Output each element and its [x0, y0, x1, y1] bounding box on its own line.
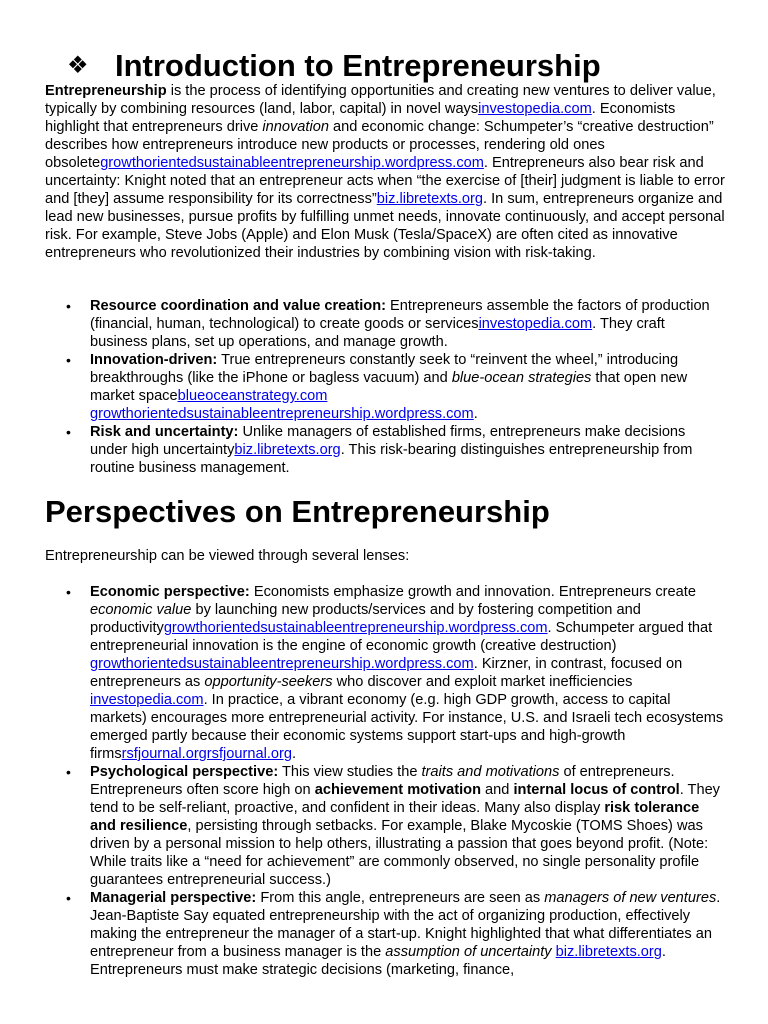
- bold-text: Risk and uncertainty:: [90, 424, 239, 440]
- text-run: , persisting through setbacks. For example, Blake Mycoskie (TOMS Shoes) was driven by a personal mission to help others, illustrating a passion that goes beyond profit. (Note: While traits like a “need for achievement” are commonly observed, no single personality profile guarantees entrepreneurial success.): [90, 818, 709, 888]
- text-run: . They tend to be self-reliant, proactive, and confident in their ideas. Many also display: [90, 782, 720, 816]
- italic-text: opportunity-seekers: [204, 674, 333, 690]
- text-run: .: [473, 406, 478, 422]
- source-link[interactable]: biz.libretexts.org: [555, 944, 662, 960]
- text-run: . They craft business plans, set up operations, and manage growth.: [90, 316, 665, 350]
- intro-bullet-list: [45, 297, 725, 477]
- bold-text: achievement motivation: [314, 782, 481, 798]
- text-run: . Entrepreneurs also bear risk and uncertainty: Knight noted that an entrepreneur acts when “the exercise of [their] judgment is liable to error and [they] assume responsibility for its correctness”: [45, 155, 725, 207]
- intro-bullet-risk: [45, 423, 725, 477]
- text-run: is the process of identifying opportunities and creating new ventures to deliver value, typically by combining resources (land, labor, capital) in novel ways: [45, 83, 716, 117]
- italic-text: blue-ocean strategies: [451, 370, 592, 386]
- source-link[interactable]: growthorientedsustainableentrepreneurship.wordpress.com: [90, 656, 474, 672]
- perspectives-bullet-list: [45, 583, 725, 979]
- perspective-managerial: [45, 889, 725, 979]
- bold-text: Economic perspective:: [90, 584, 250, 600]
- bold-text: internal locus of control: [513, 782, 680, 798]
- perspective-psychological: [45, 763, 725, 889]
- text-run: . Economists highlight that entrepreneurs drive: [45, 101, 676, 135]
- text-run: . This risk-bearing distinguishes entrepreneurship from routine business management.: [90, 442, 693, 476]
- text-run: Unlike managers of established firms, entrepreneurs make decisions under high uncertainty: [90, 424, 686, 458]
- italic-text: assumption of uncertainty: [385, 944, 552, 960]
- text-run: From this angle, entrepreneurs are seen as: [256, 890, 545, 906]
- diamond-bullet-icon: ❖: [67, 52, 89, 79]
- source-link[interactable]: investopedia.com: [478, 101, 592, 117]
- intro-heading-row: [45, 46, 601, 86]
- source-link[interactable]: growthorientedsustainableentrepreneurship.wordpress.com: [90, 406, 474, 422]
- intro-paragraph: [45, 82, 725, 262]
- text-run: . In sum, entrepreneurs organize and lead new businesses, pursue profits by fulfilling unmet needs, innovate continuously, and accept personal risk. For example, Steve Jobs (Apple) and Elon Musk (Tesla/SpaceX) are often cited as innovative entrepreneurs who revolutionized their industries by combining vision with risk-taking.: [45, 191, 725, 261]
- text-run: by launching new products/services and by fostering competition and productivity: [90, 602, 641, 636]
- text-run: True entrepreneurs constantly seek to “reinvent the wheel,” introducing breakthroughs (like the iPhone or bagless vacuum) and: [90, 352, 679, 386]
- source-link[interactable]: investopedia.com: [478, 316, 593, 332]
- bold-text: Resource coordination and value creation:: [90, 298, 386, 314]
- source-link[interactable]: biz.libretexts.org: [234, 442, 341, 458]
- source-link[interactable]: biz.libretexts.org: [376, 191, 484, 207]
- source-link[interactable]: growthorientedsustainableentrepreneurship.wordpress.com: [163, 620, 548, 636]
- text-run: Entrepreneurs assemble the factors of production (financial, human, technological) to create goods or services: [90, 298, 710, 332]
- source-link[interactable]: growthorientedsustainableentrepreneurship.wordpress.com: [100, 155, 484, 171]
- bold-text: Managerial perspective:: [90, 890, 257, 906]
- italic-text: innovation: [262, 119, 329, 135]
- text-run: and: [481, 782, 514, 798]
- perspective-economic: [45, 583, 725, 763]
- text-run: Economists emphasize growth and innovation. Entrepreneurs create: [249, 584, 696, 600]
- intro-bullet-innovation: [45, 351, 725, 423]
- intro-title: Introduction to Entrepreneurship: [115, 48, 601, 83]
- bold-text: Entrepreneurship: [45, 83, 167, 99]
- source-link[interactable]: rsfjournal.orgrsfjournal.org: [121, 746, 292, 762]
- text-run: . Schumpeter argued that entrepreneurial innovation is the engine of economic growth (creative destruction): [90, 620, 713, 654]
- italic-text: economic value: [90, 602, 192, 618]
- bold-text: Innovation-driven:: [90, 352, 218, 368]
- italic-text: managers of new ventures: [544, 890, 717, 906]
- source-link[interactable]: blueoceanstrategy.com: [177, 388, 328, 404]
- italic-text: traits and motivations: [421, 764, 560, 780]
- text-run: that open new market space: [90, 370, 688, 404]
- perspectives-title: Perspectives on Entrepreneurship: [45, 494, 550, 529]
- text-run: and economic change: Schumpeter’s “creative destruction” describes how entrepreneurs introduce new products or processes, rendering old ones obsolete: [45, 119, 714, 171]
- bold-text: risk tolerance and resilience: [90, 800, 700, 834]
- text-run: . Kirzner, in contrast, focused on entrepreneurs as: [90, 656, 683, 690]
- source-link[interactable]: investopedia.com: [90, 692, 204, 708]
- text-run: of entrepreneurs. Entrepreneurs often score high on: [90, 764, 675, 798]
- text-run: .: [291, 746, 297, 762]
- text-run: who discover and exploit market inefficiencies: [332, 674, 633, 690]
- text-run: . Jean-Baptiste Say equated entrepreneurship with the act of organizing production, effectively making the entrepreneur the manager of a start-up. Knight highlighted that what differentiates an entrepreneur from a business manager is the: [90, 890, 721, 960]
- perspectives-lead: Entrepreneurship can be viewed through several lenses:: [45, 548, 410, 564]
- text-run: . Entrepreneurs must make strategic decisions (marketing, finance,: [90, 944, 666, 978]
- text-run: This view studies the: [278, 764, 422, 780]
- text-run: . In practice, a vibrant economy (e.g. high GDP growth, access to capital markets) encourages more entrepreneurial activity. For instance, U.S. and Israeli tech ecosystems emerged partly because their economic systems support start-ups and high-growth firms: [90, 692, 724, 762]
- bold-text: Psychological perspective:: [90, 764, 279, 780]
- intro-bullet-resource: [45, 297, 725, 351]
